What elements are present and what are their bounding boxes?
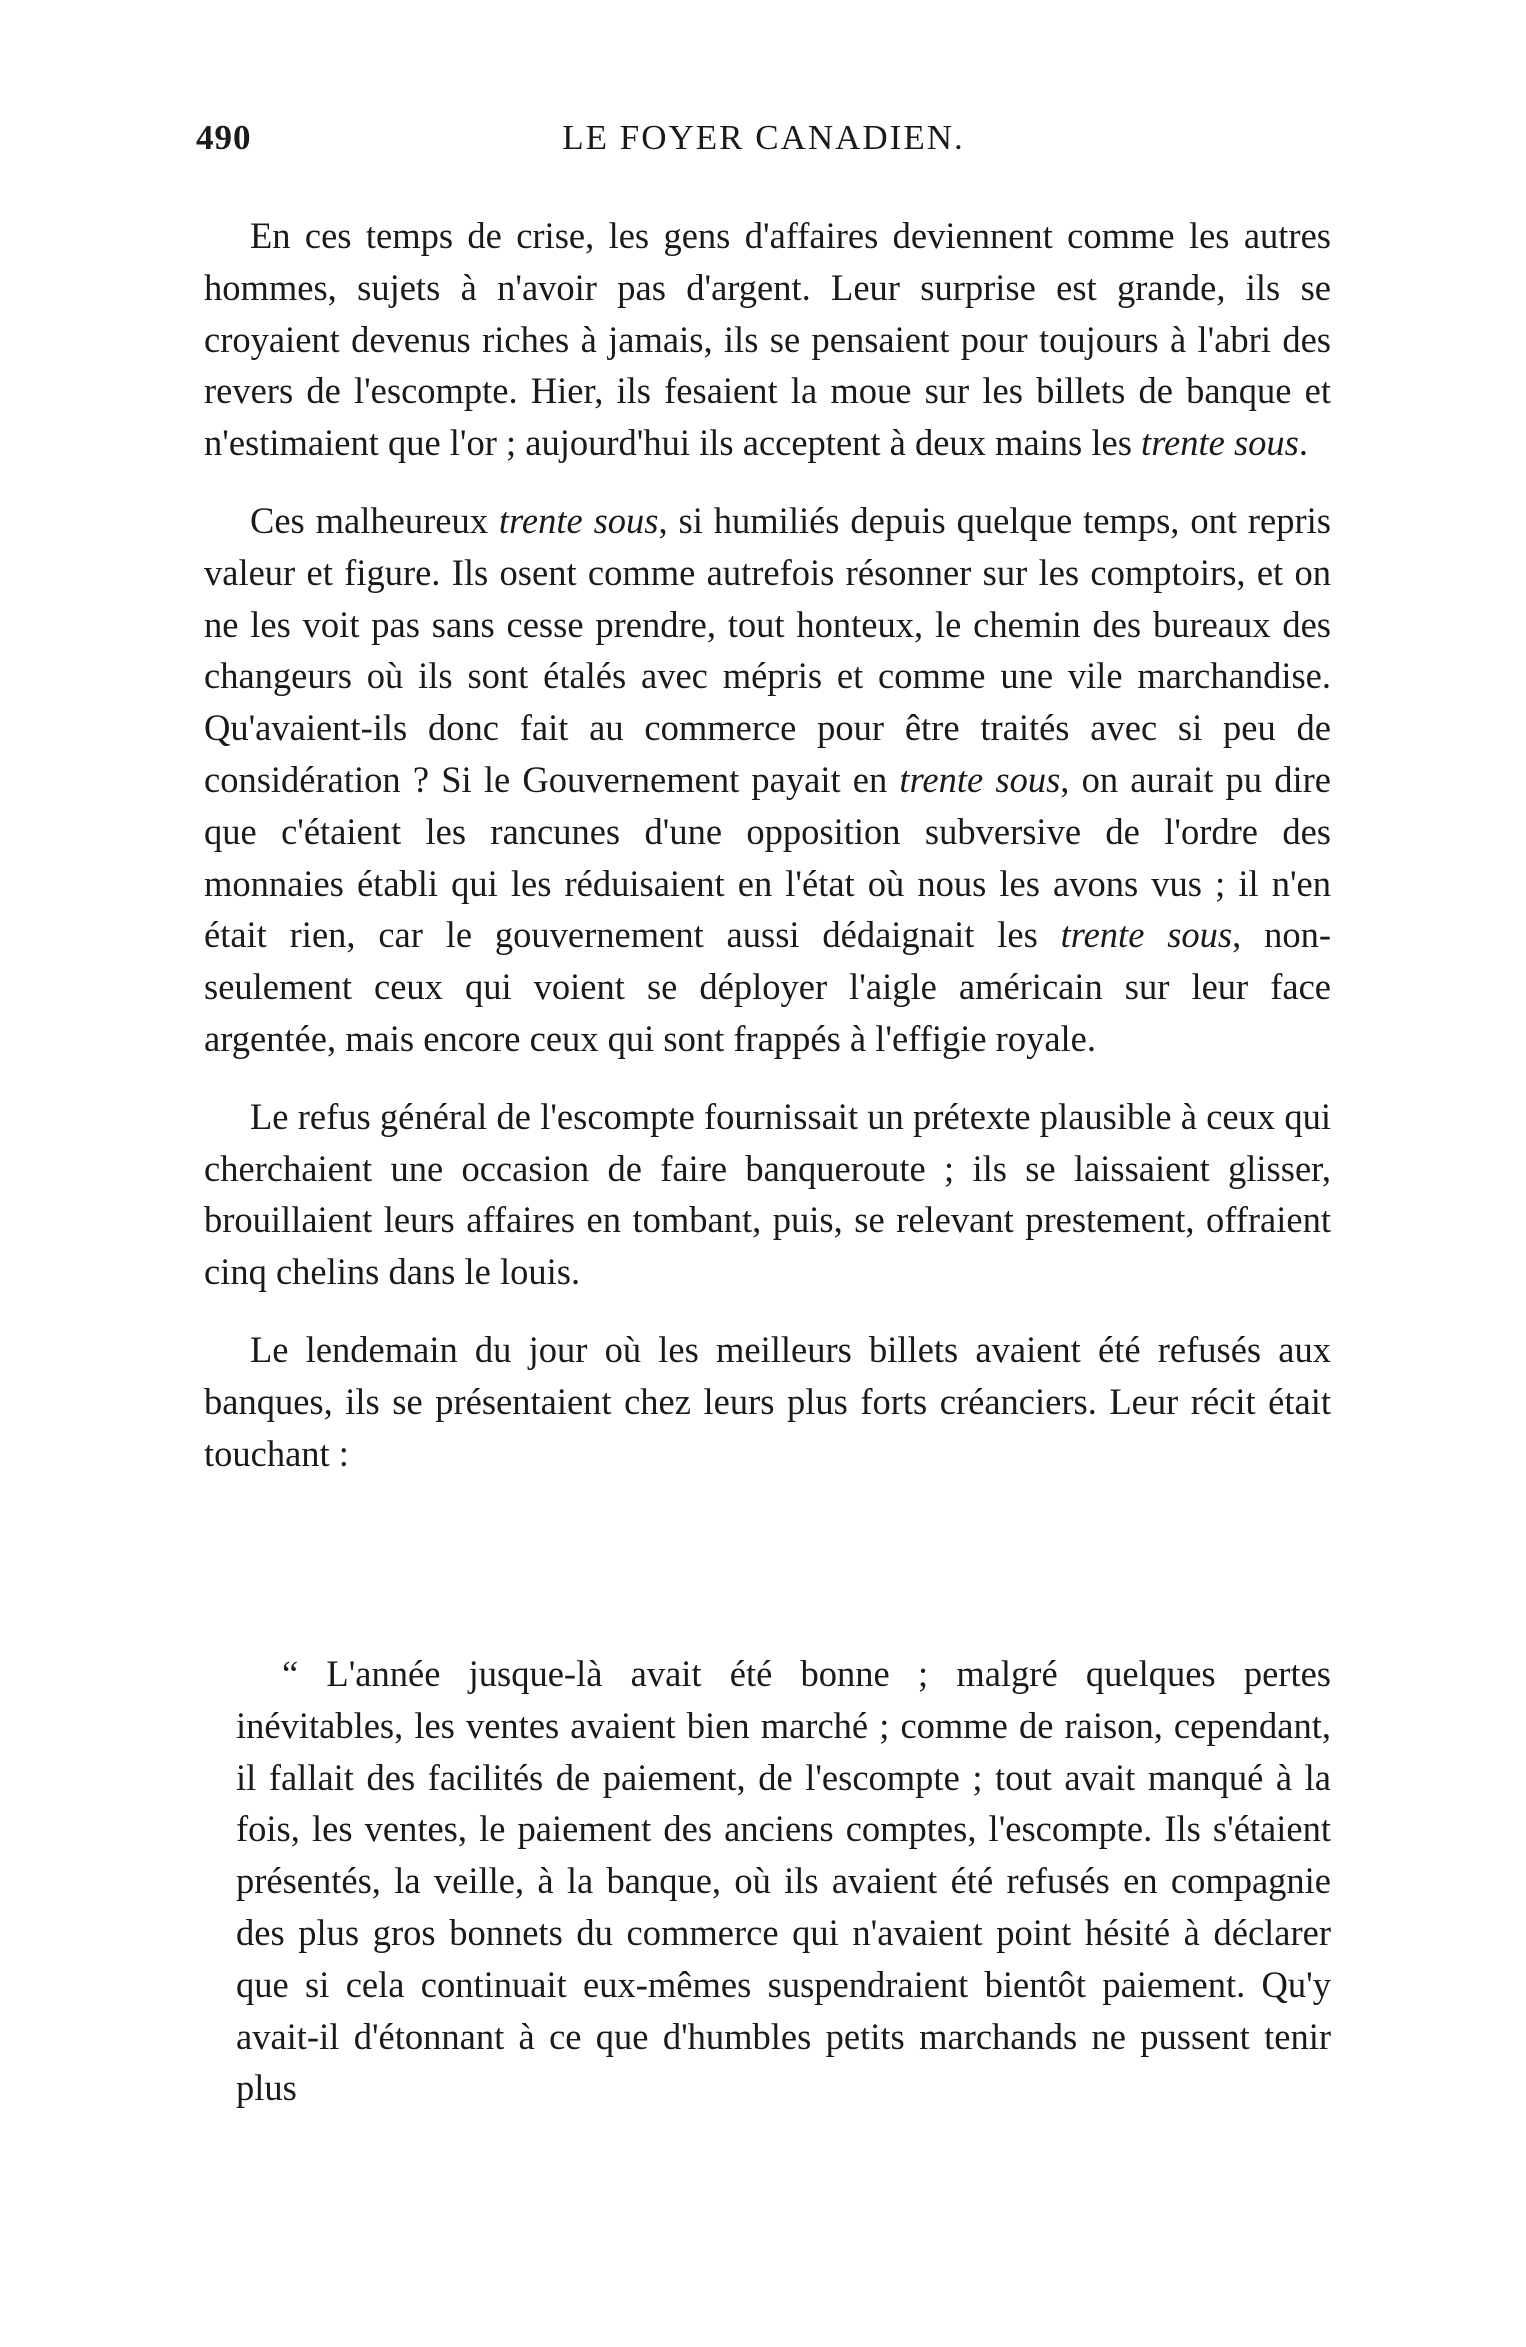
text-run: Le lendemain du jour où les meilleurs billets avaient été refusés aux banques, ils se présentaient chez leurs plus forts créanciers. Leur récit était touchant : [204,1328,1331,1474]
running-head [196,118,1331,168]
paragraph-4 [204,1324,1331,1479]
paragraph-1 [204,210,1331,469]
text-run: , non-seulement ceux qui voient se déployer l'aigle américain sur leur face argentée, mais encore ceux qui sont frappés à l'effigie royale. [204,914,1332,1059]
body-text [204,210,1331,1479]
text-run: Ces malheureux [250,499,499,541]
running-title: LE FOYER CANADIEN. [562,118,965,157]
italic-run: trente sous [1141,422,1299,464]
page-number: 490 [196,118,252,157]
paragraph-3 [204,1091,1331,1298]
text-run: . [1298,422,1308,464]
text-run: En ces temps de crise, les gens d'affaires deviennent comme les autres hommes, sujets à n'avoir pas d'argent. Leur surprise est grande, ils se croyaient devenus riches à jamais, ils se pensaient pour toujours à l'abri des revers de l'escompte. Hier, ils fesaient la moue sur les billets de banque et n'estimaient que l'or ; aujourd'hui ils acceptent à deux mains les [204,215,1331,464]
quoted-passage [236,1648,1331,2114]
italic-run: trente sous [1060,914,1233,956]
italic-run: trente sous [899,758,1061,800]
italic-run: trente sous [498,499,659,541]
text-run: “ L'année jusque-là avait été bonne ; malgré quelques pertes inévitables, les ventes avaient bien marché ; comme de raison, cependant, il fallait des facilités de paiement, de l'escompte ; tout avait manqué à la fois, les ventes, le paiement des anciens comptes, l'escompte. Ils s'étaient présentés, la veille, à la banque, où ils avaient été refusés en compagnie des plus gros bonnets du commerce qui n'avaient point hésité à déclarer que si cela continuait eux-mêmes suspendraient bientôt paiement. Qu'y avait-il d'étonnant à ce que d'humbles petits marchands ne pussent tenir plus [236,1653,1331,2109]
text-run: , on aurait pu dire que c'étaient les rancunes d'une opposition subversive de l'ordre des monnaies établi qui les réduisaient en l'état où nous les avons vus ; il n'en était rien, car le gouvernement aussi dédaignait les [204,758,1331,956]
text-run: , si humiliés depuis quelque temps, ont repris valeur et figure. Ils osent comme autrefois résonner sur les comptoirs, et on ne les voit pas sans cesse prendre, tout honteux, le chemin des bureaux des changeurs où ils sont étalés avec mépris et comme une vile marchandise. Qu'avaient-ils donc fait au commerce pour être traités avec si peu de considération ? Si le Gouvernement payait en [204,499,1331,800]
paragraph-2 [204,495,1331,1065]
text-run: Le refus général de l'escompte fournissait un prétexte plausible à ceux qui cherchaient une occasion de faire banqueroute ; ils se laissaient glisser, brouillaient leurs affaires en tombant, puis, se relevant prestement, offraient cinq chelins dans le louis. [204,1095,1331,1293]
quote-paragraph [236,1648,1331,2114]
